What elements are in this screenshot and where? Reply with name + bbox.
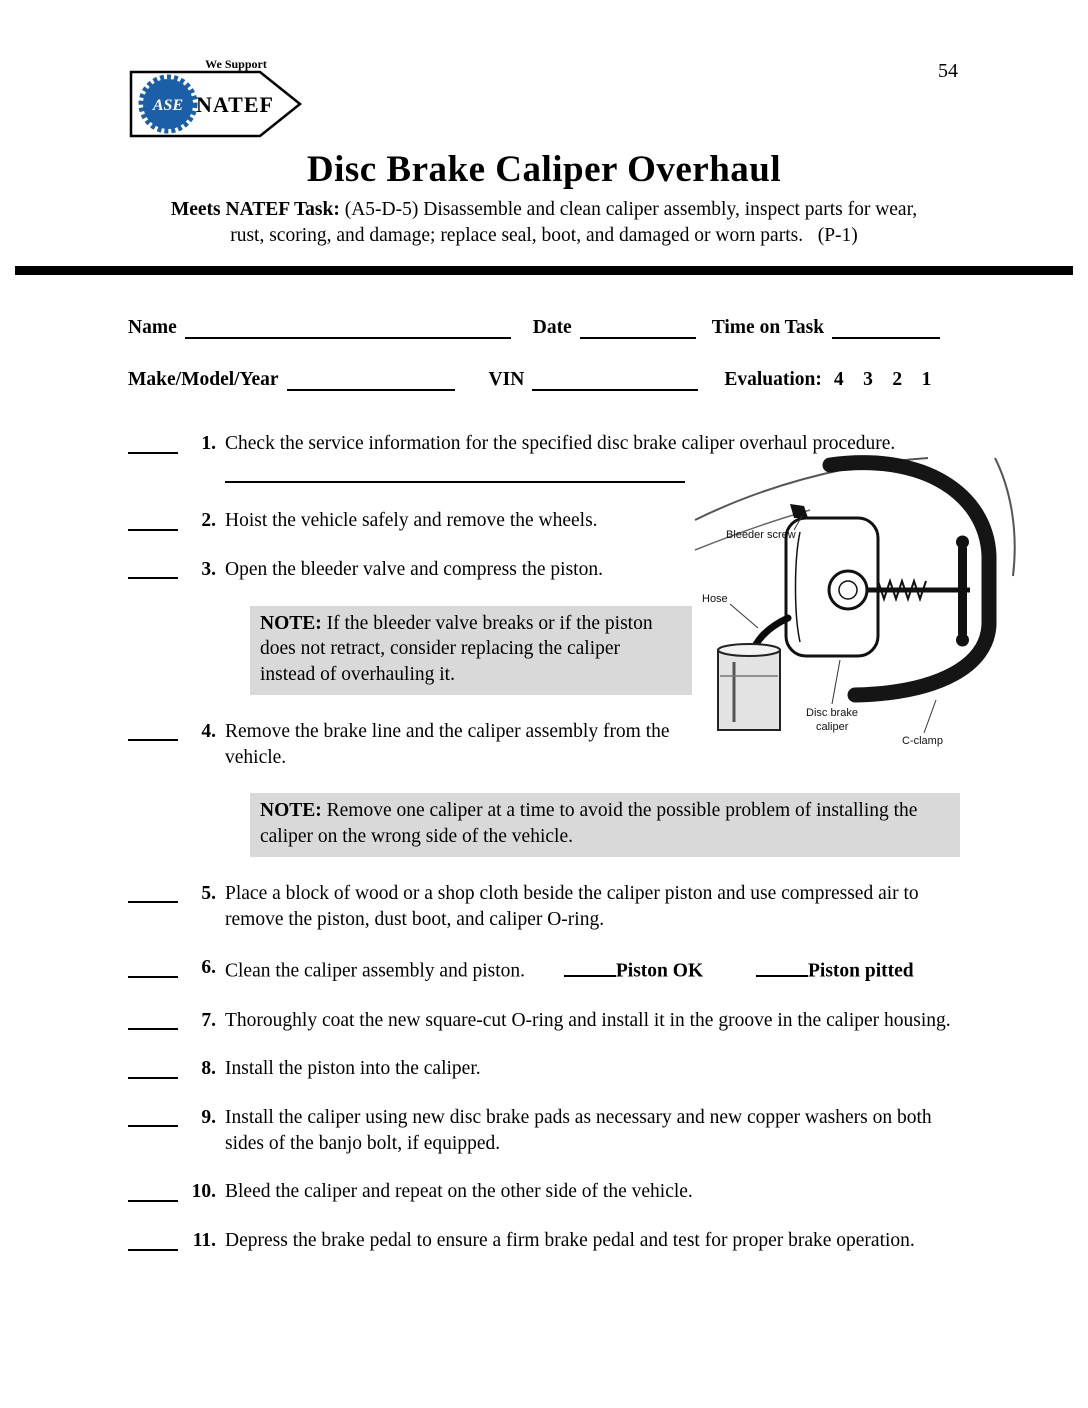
task-9-check-blank[interactable] <box>128 1105 178 1127</box>
task-6-instruction: Clean the caliper assembly and piston. <box>225 960 526 982</box>
task-8-check-blank[interactable] <box>128 1056 178 1078</box>
page-number: 54 <box>938 60 958 82</box>
piston-pitted-blank[interactable] <box>756 955 808 977</box>
header-divider-rule <box>15 266 1073 275</box>
task-row-11 <box>128 1228 968 1254</box>
page-title: Disc Brake Caliper Overhaul <box>306 149 782 190</box>
task-4-number: 4. <box>201 720 216 742</box>
vin-label: VIN <box>488 369 525 391</box>
task-5-check-blank[interactable] <box>128 881 178 903</box>
task-8-text: Install the piston into the caliper. <box>225 1058 481 1080</box>
task-2-check-blank[interactable] <box>128 508 178 530</box>
evaluation-scale: 4 3 2 1 <box>833 369 932 391</box>
c-clamp-label: C-clamp <box>902 735 943 747</box>
task-10-check-blank[interactable] <box>128 1179 178 1201</box>
task-row-7 <box>128 1008 968 1034</box>
natef-logo <box>128 52 306 145</box>
piston-ok-label: Piston OK <box>615 960 704 982</box>
task-row-8 <box>128 1056 968 1082</box>
task-1-check-blank[interactable] <box>128 431 178 453</box>
student-info-form <box>0 275 1088 392</box>
piston-pitted-label: Piston pitted <box>807 960 914 982</box>
task-row-10 <box>128 1179 968 1205</box>
task-10-number: 10. <box>191 1181 216 1203</box>
task-5-number: 5. <box>201 882 216 904</box>
note-2-text: Remove one caliper at a time to avoid the possible problem of installing the caliper on the wrong side of the vehicle. <box>260 800 918 848</box>
time-on-task-label: Time on Task <box>711 317 825 339</box>
task-2-text: Hoist the vehicle safely and remove the wheels. <box>225 510 598 532</box>
task-row-9 <box>128 1105 968 1156</box>
date-label: Date <box>532 317 572 339</box>
task-10-text: Bleed the caliper and repeat on the other side of the vehicle. <box>225 1181 693 1203</box>
note-1-text: If the bleeder valve breaks or if the piston does not retract, consider replacing the caliper instead of overhauling it. <box>260 612 653 686</box>
meets-task-line2: rust, scoring, and damage; replace seal, boot, and damaged or worn parts. (P-1) <box>230 225 858 247</box>
note-box-2 <box>250 793 960 856</box>
task-1-answer-line[interactable] <box>225 457 685 483</box>
task-5-text: Place a block of wood or a shop cloth beside the caliper piston and use compressed air to remove the piston, dust boot, and caliper O-ring. <box>225 882 919 930</box>
catch-jar <box>718 650 780 730</box>
we-support-text: We Support <box>205 57 267 71</box>
name-label: Name <box>128 317 177 339</box>
task-3-text: Open the bleeder valve and compress the piston. <box>225 558 603 580</box>
task-7-number: 7. <box>201 1009 216 1031</box>
natef-text: NATEF <box>196 92 274 117</box>
c-clamp-handle <box>958 544 967 638</box>
note-1-label: NOTE: <box>260 612 322 634</box>
task-3-number: 3. <box>201 558 216 580</box>
task-7-text: Thoroughly coat the new square-cut O-ring and install it in the groove in the caliper housing. <box>225 1009 951 1031</box>
disc-brake-caliper-label-line1: Disc brake <box>806 707 858 719</box>
hose-label: Hose <box>702 593 728 605</box>
disc-brake-caliper-label-line2: caliper <box>816 721 849 733</box>
task-6-number: 6. <box>201 957 216 979</box>
task-6-text <box>225 955 968 984</box>
meets-task-label: Meets NATEF Task: <box>170 199 340 220</box>
bleeder-screw-label: Bleeder screw <box>726 529 796 541</box>
task-row-6 <box>128 955 968 984</box>
piston-ok-blank[interactable] <box>564 955 616 977</box>
note-2-label: NOTE: <box>260 800 322 822</box>
date-field[interactable] <box>580 315 696 339</box>
task-1-instruction: Check the service information for the specified disc brake caliper overhaul procedure. <box>225 433 896 455</box>
evaluation-label: Evaluation: <box>724 369 822 391</box>
task-9-text: Install the caliper using new disc brake pads as necessary and new copper washers on both sides of the banjo bolt, if equipped. <box>225 1106 932 1154</box>
make-model-year-label: Make/Model/Year <box>128 369 279 391</box>
note-box-1 <box>250 606 692 695</box>
task-7-check-blank[interactable] <box>128 1008 178 1030</box>
task-2-number: 2. <box>201 510 216 532</box>
meets-natef-task <box>0 197 1088 250</box>
task-1-number: 1. <box>201 433 216 455</box>
caliper-compression-figure <box>690 450 1020 750</box>
meets-task-line1: (A5-D-5) Disassemble and clean caliper assembly, inspect parts for wear, <box>339 199 918 220</box>
task-11-text: Depress the brake pedal to ensure a firm brake pedal and test for proper brake operation. <box>225 1230 915 1252</box>
make-model-year-field[interactable] <box>287 367 455 391</box>
task-4-text: Remove the brake line and the caliper assembly from the vehicle. <box>225 720 670 768</box>
caliper-piston <box>829 571 867 609</box>
name-field[interactable] <box>185 315 511 339</box>
task-8-number: 8. <box>201 1058 216 1080</box>
task-6-check-blank[interactable] <box>128 955 178 977</box>
ase-logo-text: ASE <box>152 97 184 114</box>
form-row-1 <box>128 315 968 339</box>
time-on-task-field[interactable] <box>832 315 940 339</box>
task-11-check-blank[interactable] <box>128 1228 178 1250</box>
task-4-check-blank[interactable] <box>128 719 178 741</box>
task-11-number: 11. <box>192 1230 216 1252</box>
vin-field[interactable] <box>532 367 698 391</box>
task-9-number: 9. <box>201 1106 216 1128</box>
form-row-2 <box>128 367 968 391</box>
task-row-5 <box>128 881 968 932</box>
task-3-check-blank[interactable] <box>128 557 178 579</box>
